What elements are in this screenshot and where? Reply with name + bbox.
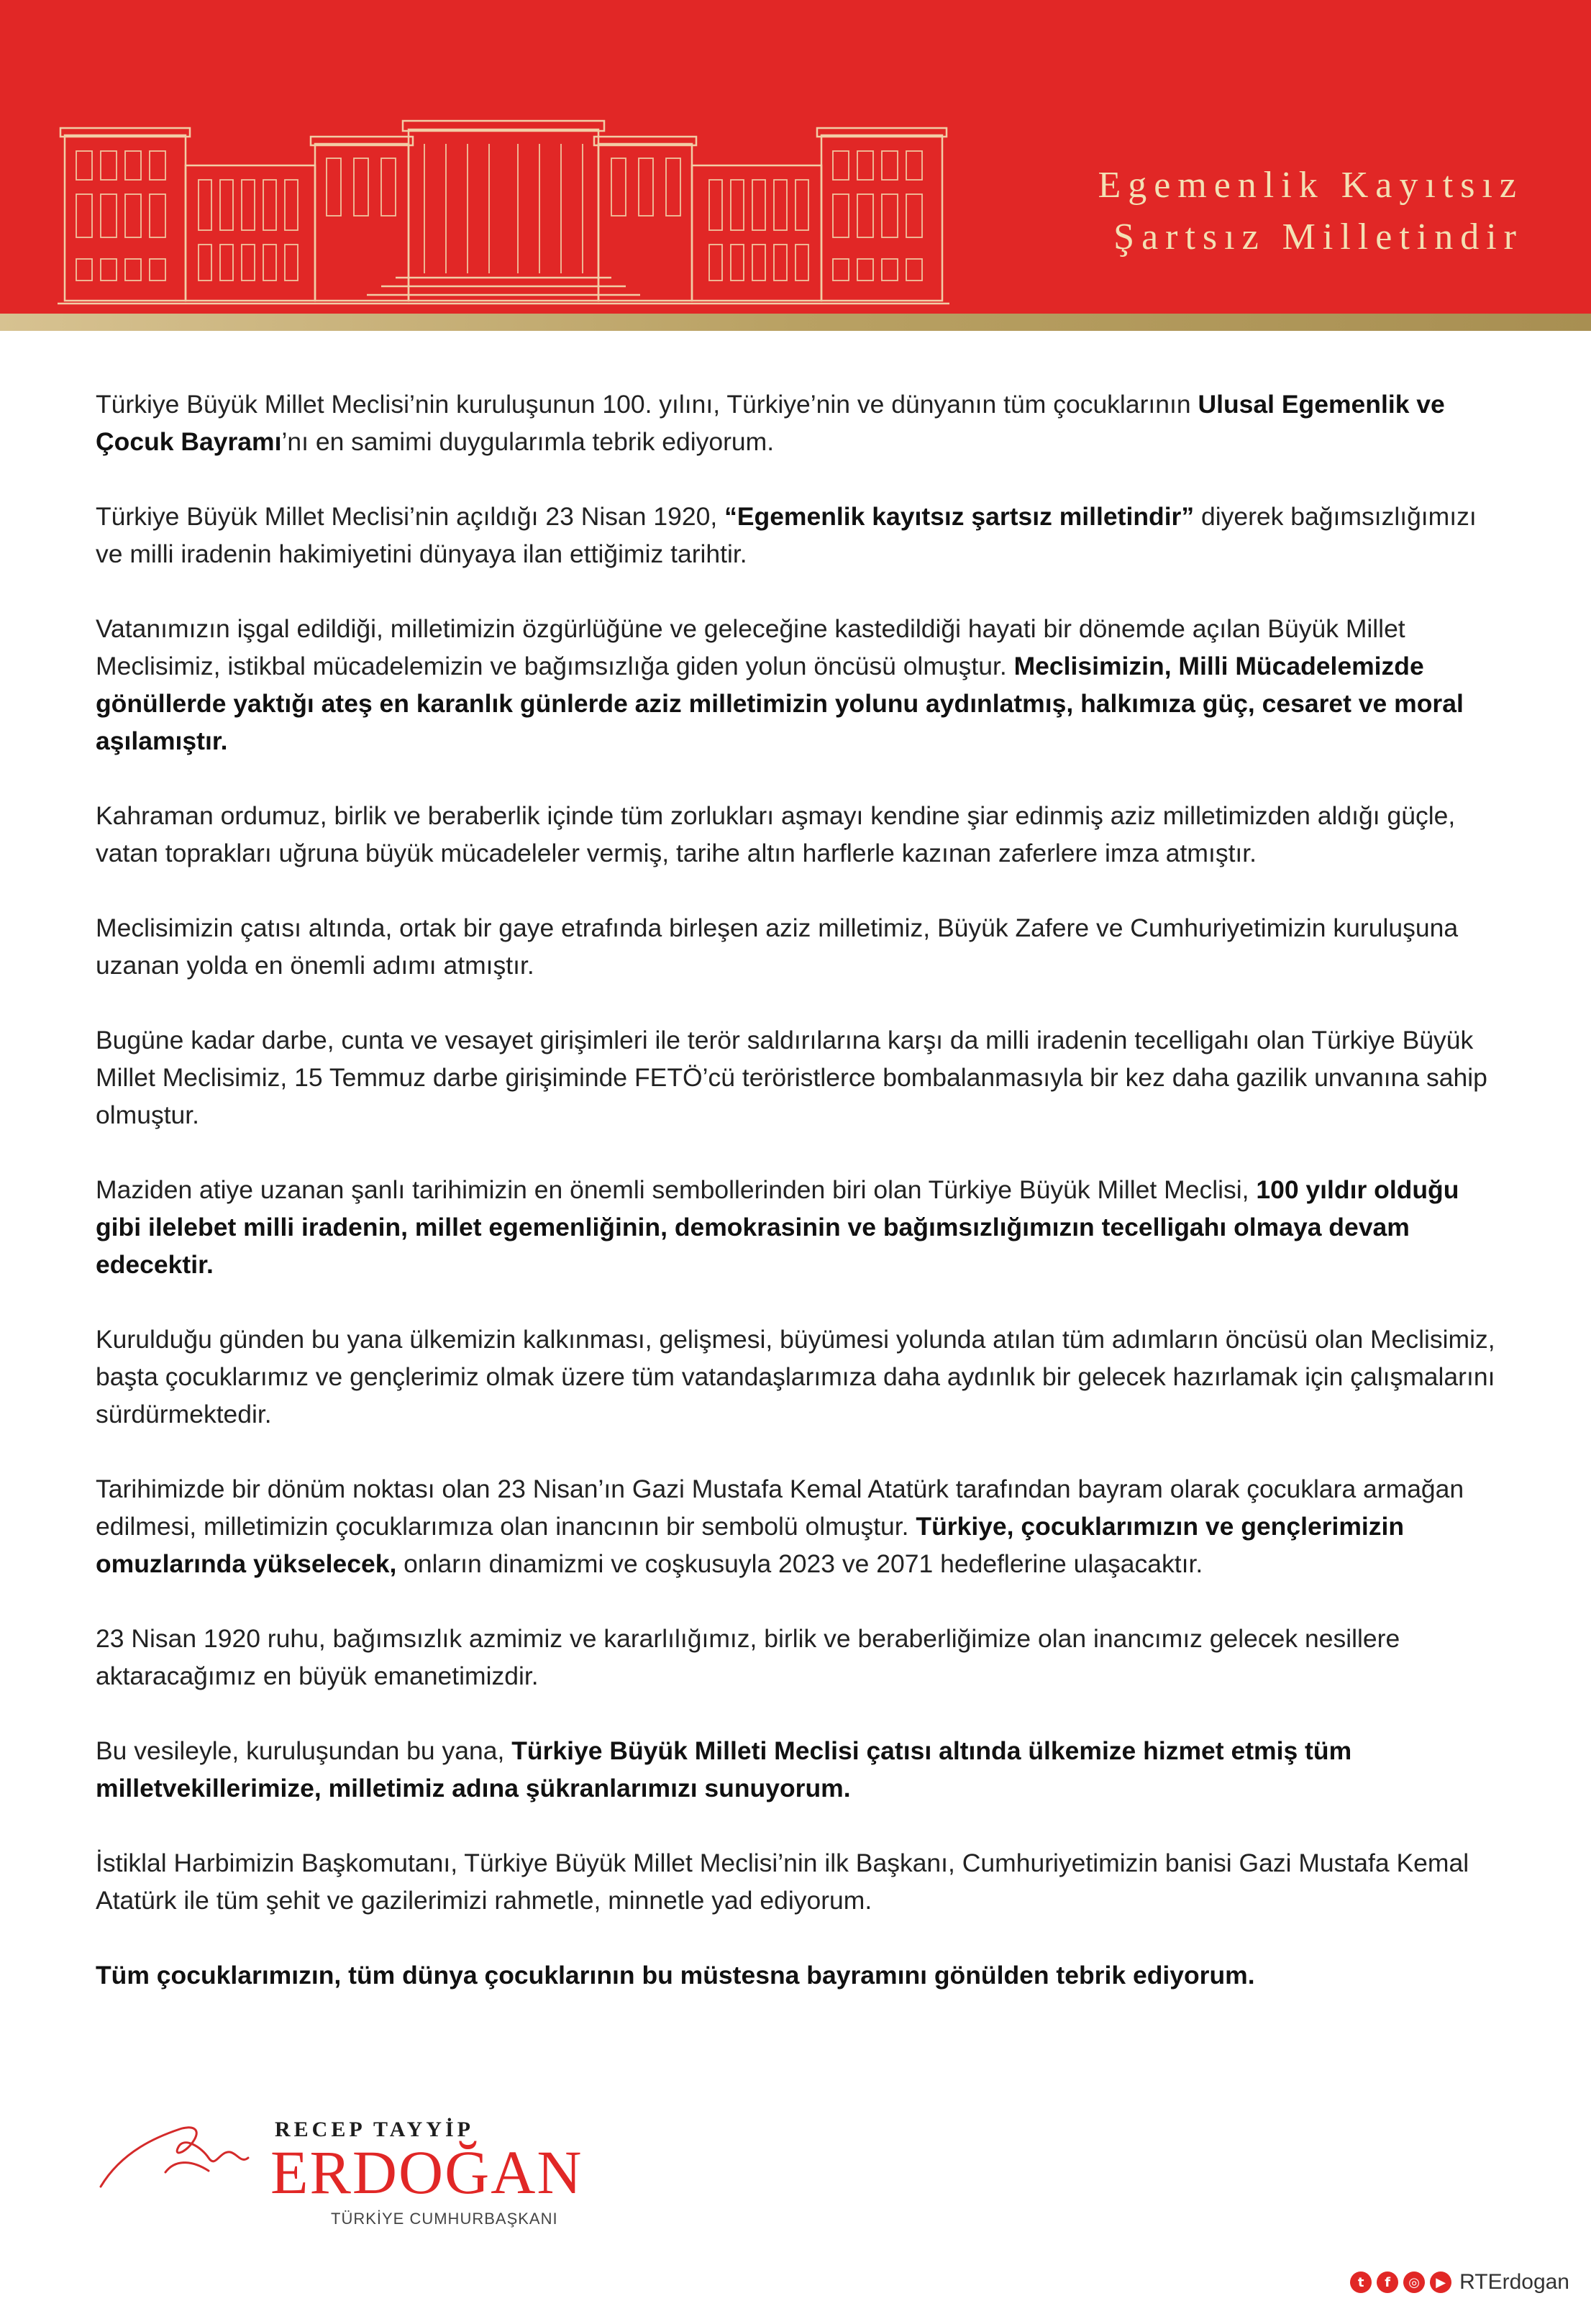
- twitter-icon[interactable]: t: [1350, 2271, 1372, 2293]
- signature-first-name: RECEP TAYYİP: [275, 2118, 475, 2141]
- letter-paragraph: [96, 498, 1505, 573]
- header-banner: [0, 0, 1591, 314]
- bold-text: 100 yıldır olduğu gibi ilelebet milli iradenin, millet egemenliğinin, demokrasinin ve bağımsızlığımızın tecelligahı olmaya devam edecektir.: [96, 1175, 1459, 1279]
- text: ’nı en samimi duygularımla tebrik ediyorum.: [281, 427, 775, 456]
- letter-paragraph: [96, 610, 1505, 760]
- letter-paragraph: [96, 1321, 1505, 1433]
- text: Maziden atiye uzanan şanlı tarihimizin en önemli sembollerinden biri olan Türkiye Büyük Millet Meclisi,: [96, 1175, 1257, 1204]
- bold-text: Meclisimizin, Milli Mücadelemizde gönüllerde yaktığı ateş en karanlık günlerde aziz milletimizin yolunu aydınlatmış, halkımıza güç, cesaret ve moral aşılamıştır.: [96, 652, 1464, 755]
- bold-text: Türkiye Büyük Milleti Meclisi çatısı altında ülkemize hizmet etmiş tüm milletvekillerimize, milletimiz adına şükranlarımızı sunuyorum.: [96, 1736, 1352, 1803]
- bold-text: “Egemenlik kayıtsız şartsız milletindir”: [724, 502, 1195, 531]
- social-bar: [1350, 2270, 1569, 2295]
- social-handle[interactable]: RTErdogan: [1459, 2270, 1569, 2294]
- letter-paragraph: [96, 1470, 1505, 1582]
- text: Meclisimizin çatısı altında, ortak bir gaye etrafında birleşen aziz milletimiz, Büyük Zafere ve Cumhuriyetimizin kuruluşuna uzanan yolda en önemli adımı atmıştır.: [96, 913, 1459, 980]
- letter-paragraph: [96, 1021, 1505, 1134]
- bold-text: Tüm çocuklarımızın, tüm dünya çocuklarının bu müstesna bayramını gönülden tebrik ediyorum.: [96, 1961, 1255, 1990]
- letter-paragraph: [96, 1844, 1505, 1919]
- text: Vatanımızın işgal edildiği, milletimizin özgürlüğüne ve geleceğine kastedildiği hayati bir dönemde açılan Büyük Millet Meclisimiz, istikbal mücadelemizin ve bağımsızlığa giden yolun öncüsü olmuştur.: [96, 614, 1405, 680]
- motto: [1098, 160, 1523, 263]
- letter-paragraph: [96, 1732, 1505, 1807]
- signature-last-name: ERDOĞAN: [270, 2138, 583, 2207]
- text: Tarihimizde bir dönüm noktası olan 23 Nisan’ın Gazi Mustafa Kemal Atatürk tarafından bayram olarak çocuklara armağan edilmesi, milletimizin çocuklarımıza olan inancının bir sembolü olmuştur.: [96, 1475, 1464, 1541]
- youtube-icon[interactable]: ▶: [1430, 2271, 1451, 2293]
- letter-paragraph: [96, 1956, 1505, 1994]
- signature-block: [94, 2107, 597, 2244]
- text: diyerek bağımsızlığımızı ve milli iradenin hakimiyetini dünyaya ilan ettiğimiz tarihtir.: [96, 502, 1477, 568]
- signature-title: TÜRKİYE CUMHURBAŞKANI: [331, 2210, 558, 2228]
- letter-paragraph: [96, 909, 1505, 984]
- letter-paragraph: [96, 1171, 1505, 1283]
- motto-line-2: Şartsız Milletindir: [1113, 217, 1523, 258]
- text: Türkiye Büyük Millet Meclisi’nin açıldığı 23 Nisan 1920,: [96, 502, 725, 531]
- instagram-icon[interactable]: ◎: [1403, 2271, 1425, 2293]
- text: Kahraman ordumuz, birlik ve beraberlik içinde tüm zorlukları aşmayı kendine şiar edinmiş aziz milletimizden aldığı güçle, vatan toprakları uğruna büyük mücadeleler vermiş, tarihe altın harflerle kazınan zaferlere imza atmıştır.: [96, 801, 1456, 867]
- letter-paragraph: [96, 1620, 1505, 1695]
- text: onların dinamizmi ve coşkusuyla 2023 ve 2071 hedeflerine ulaşacaktır.: [396, 1549, 1203, 1578]
- letter-paragraph: [96, 797, 1505, 872]
- letter-body: [96, 386, 1505, 1994]
- parliament-building-illustration: [58, 115, 949, 309]
- facebook-icon[interactable]: f: [1377, 2271, 1398, 2293]
- letter-paragraph: [96, 386, 1505, 460]
- text: Bugüne kadar darbe, cunta ve vesayet girişimleri ile terör saldırılarına karşı da milli iradenin tecelligahı olan Türkiye Büyük Millet Meclisimiz, 15 Temmuz darbe girişiminde FETÖ’cü teröristlerce bombalanmasıyla bir kez daha gazilik unvanına sahip olmuştur.: [96, 1026, 1487, 1129]
- handwritten-signature: [94, 2107, 281, 2201]
- gold-band: [0, 314, 1591, 331]
- text: Türkiye Büyük Millet Meclisi’nin kuruluşunun 100. yılını, Türkiye’nin ve dünyanın tüm çocuklarının: [96, 390, 1198, 419]
- text: Bu vesileyle, kuruluşundan bu yana,: [96, 1736, 512, 1765]
- text: Kurulduğu günden bu yana ülkemizin kalkınması, gelişmesi, büyümesi yolunda atılan tüm adımların öncüsü olan Meclisimiz, başta çocuklarımız ve gençlerimiz olmak üzere tüm vatandaşlarımıza daha aydınlık bir gelecek hazırlamak için çalışmalarını sürdürmektedir.: [96, 1325, 1495, 1428]
- bold-text: Ulusal Egemenlik ve Çocuk Bayramı: [96, 390, 1445, 456]
- text: İstiklal Harbimizin Başkomutanı, Türkiye Büyük Millet Meclisi’nin ilk Başkanı, Cumhuriyetimizin banisi Gazi Mustafa Kemal Atatürk ile tüm şehit ve gazilerimizi rahmetle, minnetle yad ediyorum.: [96, 1849, 1469, 1915]
- motto-line-1: Egemenlik Kayıtsız: [1098, 165, 1523, 206]
- bold-text: Türkiye, çocuklarımızın ve gençlerimizin omuzlarında yükselecek,: [96, 1512, 1405, 1578]
- text: 23 Nisan 1920 ruhu, bağımsızlık azmimiz ve kararlılığımız, birlik ve beraberliğimize olan inancımız gelecek nesillere aktaracağımız en büyük emanetimizdir.: [96, 1624, 1400, 1690]
